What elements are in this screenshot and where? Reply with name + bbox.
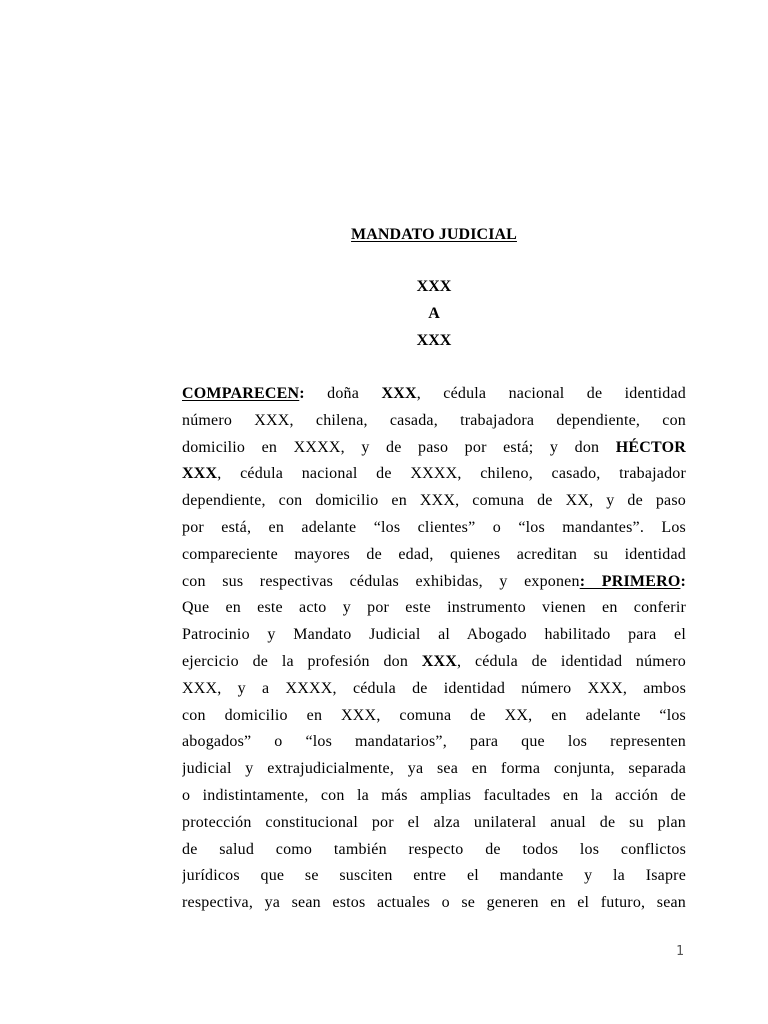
text-run: abogados” o “los mandatarios”, para que los representen bbox=[182, 733, 686, 751]
text-run: HÉCTOR bbox=[615, 438, 686, 456]
body-line bbox=[182, 435, 686, 462]
body-line bbox=[182, 676, 686, 703]
text-run: con domicilio en XXX, comuna de XX, en adelante “los bbox=[182, 706, 686, 724]
text-run: por está, en adelante “los clientes” o “los mandantes”. Los bbox=[182, 518, 686, 536]
text-run: : bbox=[680, 572, 686, 590]
text-run: domicilio en XXXX, y de paso por está; y don bbox=[182, 438, 616, 456]
text-run: o indistintamente, con la más amplias facultades en la acción de bbox=[182, 786, 686, 804]
body-line bbox=[182, 863, 686, 890]
body-line bbox=[182, 381, 686, 408]
body-line bbox=[182, 756, 686, 783]
text-run: , cédula nacional de XXXX, chileno, casado, trabajador bbox=[217, 465, 686, 483]
text-run: jurídicos que se susciten entre el mandante y la Isapre bbox=[182, 867, 686, 885]
body-line bbox=[182, 461, 686, 488]
second-party: XXX bbox=[416, 332, 452, 349]
body-line bbox=[182, 622, 686, 649]
text-run: dependiente, con domicilio en XXX, comuna de XX, y de paso bbox=[182, 492, 686, 510]
page-number: 1 bbox=[676, 944, 684, 959]
party-connector: A bbox=[428, 305, 440, 322]
text-run: , cédula de identidad número bbox=[457, 652, 686, 670]
body-line bbox=[182, 542, 686, 569]
body-line bbox=[182, 649, 686, 676]
body-line bbox=[182, 703, 686, 730]
mandate-body-text bbox=[182, 381, 686, 917]
text-run: : PRIMERO bbox=[579, 572, 681, 590]
body-line bbox=[182, 569, 686, 596]
body-line bbox=[182, 810, 686, 837]
body-line bbox=[182, 890, 686, 917]
text-run: judicial y extrajudicialmente, ya sea en forma conjunta, separada bbox=[182, 760, 686, 778]
text-run: XXX bbox=[421, 652, 458, 670]
body-line bbox=[182, 488, 686, 515]
body-line bbox=[182, 783, 686, 810]
text-run: Patrocinio y Mandato Judicial al Abogado habilitado para el bbox=[182, 626, 686, 644]
text-run: compareciente mayores de edad, quienes acreditan su identidad bbox=[182, 545, 686, 563]
text-run: de salud como también respecto de todos los conflictos bbox=[182, 840, 686, 858]
body-line bbox=[182, 729, 686, 756]
text-run: respectiva, ya sean estos actuales o se generen en el futuro, sean bbox=[182, 894, 686, 912]
text-run: con sus respectivas cédulas exhibidas, y exponen bbox=[182, 572, 580, 590]
text-run: protección constitucional por el alza unilateral anual de su plan bbox=[182, 813, 686, 831]
text-run: doña bbox=[304, 385, 382, 402]
text-run: , cédula nacional de identidad bbox=[416, 385, 686, 402]
first-party: XXX bbox=[416, 278, 452, 295]
text-run: XXX, y a XXXX, cédula de identidad número XXX, ambos bbox=[182, 679, 686, 697]
text-run: COMPARECEN bbox=[182, 385, 300, 402]
text-run: Que en este acto y por este instrumento vienen en conferir bbox=[182, 599, 686, 617]
body-line bbox=[182, 837, 686, 864]
text-run: XXX bbox=[182, 465, 218, 483]
text-run: ejercicio de la profesión don bbox=[182, 652, 422, 670]
document-title: MANDATO JUDICIAL bbox=[351, 226, 517, 243]
body-line bbox=[182, 595, 686, 622]
body-line bbox=[182, 408, 686, 435]
text-run: : bbox=[299, 385, 305, 402]
body-line bbox=[182, 515, 686, 542]
text-run: número XXX, chilena, casada, trabajadora dependiente, con bbox=[182, 411, 686, 429]
text-run: XXX bbox=[381, 385, 417, 402]
